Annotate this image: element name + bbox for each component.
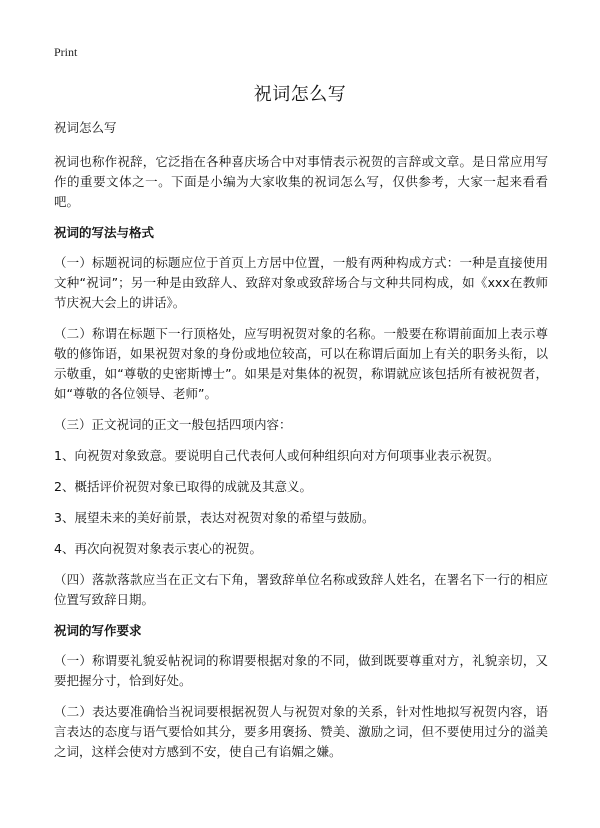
paragraph: 2、概括评价祝贺对象已取得的成就及其意义。: [54, 479, 312, 494]
page-title: 祝词怎么写: [253, 84, 347, 105]
article-body: [54, 118, 548, 773]
paragraph: （一）标题祝词的标题应位于首页上方居中位置，一般有两种构成方式：一种是直接使用文种“祝词”；另一种是由致辞人、致辞对象或致辞场合与文种共同构成，如《xxx在教师节庆祝大会上的讲话》。: [54, 255, 548, 310]
paragraph: 1、向祝贺对象致意。要说明自己代表何人或何种组织向对方何项事业表示祝贺。: [54, 448, 500, 463]
paragraph: 4、再次向祝贺对象表示衷心的祝贺。: [54, 541, 262, 556]
section-heading-requirements: 祝词的写作要求: [54, 623, 142, 638]
section-heading-format: 祝词的写法与格式: [54, 225, 155, 240]
paragraph: （二）表达要准确恰当祝词要根据祝贺人与祝贺对象的关系，针对性地拟写祝贺内容，语言表达的态度与语气要恰如其分，要多用褒扬、赞美、激励之词，但不要使用过分的溢美之词，这样会使对方感到不安，使自己有谄媚之嫌。: [54, 704, 548, 759]
paragraph: 3、展望未来的美好前景，表达对祝贺对象的希望与鼓励。: [54, 510, 375, 525]
print-link[interactable]: Print: [54, 45, 78, 59]
article-subtitle: 祝词怎么写: [54, 120, 117, 135]
intro-paragraph: 祝词也称作祝辞，它泛指在各种喜庆场合中对事情表示祝贺的言辞或文章。是日常应用写作的重要文体之一。下面是小编为大家收集的祝词怎么写，仅供参考，大家一起来看看吧。: [54, 154, 548, 209]
paragraph: （三）正文祝词的正文一般包括四项内容：: [54, 417, 292, 432]
paragraph: （二）称谓在标题下一行顶格处，应写明祝贺对象的名称。一般要在称谓前面加上表示尊敬的修饰语，如果祝贺对象的身份或地位较高，可以在称谓后面加上有关的职务头衔，以示敬重，如“尊敬的史密斯博士”。如果是对集体的祝贺，称谓就应该包括所有被祝贺者，如“尊敬的各位领导、老师”。: [54, 326, 548, 401]
paragraph: （四）落款落款应当在正文右下角，署致辞单位名称或致辞人姓名，在署名下一行的相应位置写致辞日期。: [54, 572, 548, 607]
paragraph: （一）称谓要礼貌妥帖祝词的称谓要根据对象的不同，做到既要尊重对方，礼貌亲切，又要把握分寸，恰到好处。: [54, 653, 548, 688]
